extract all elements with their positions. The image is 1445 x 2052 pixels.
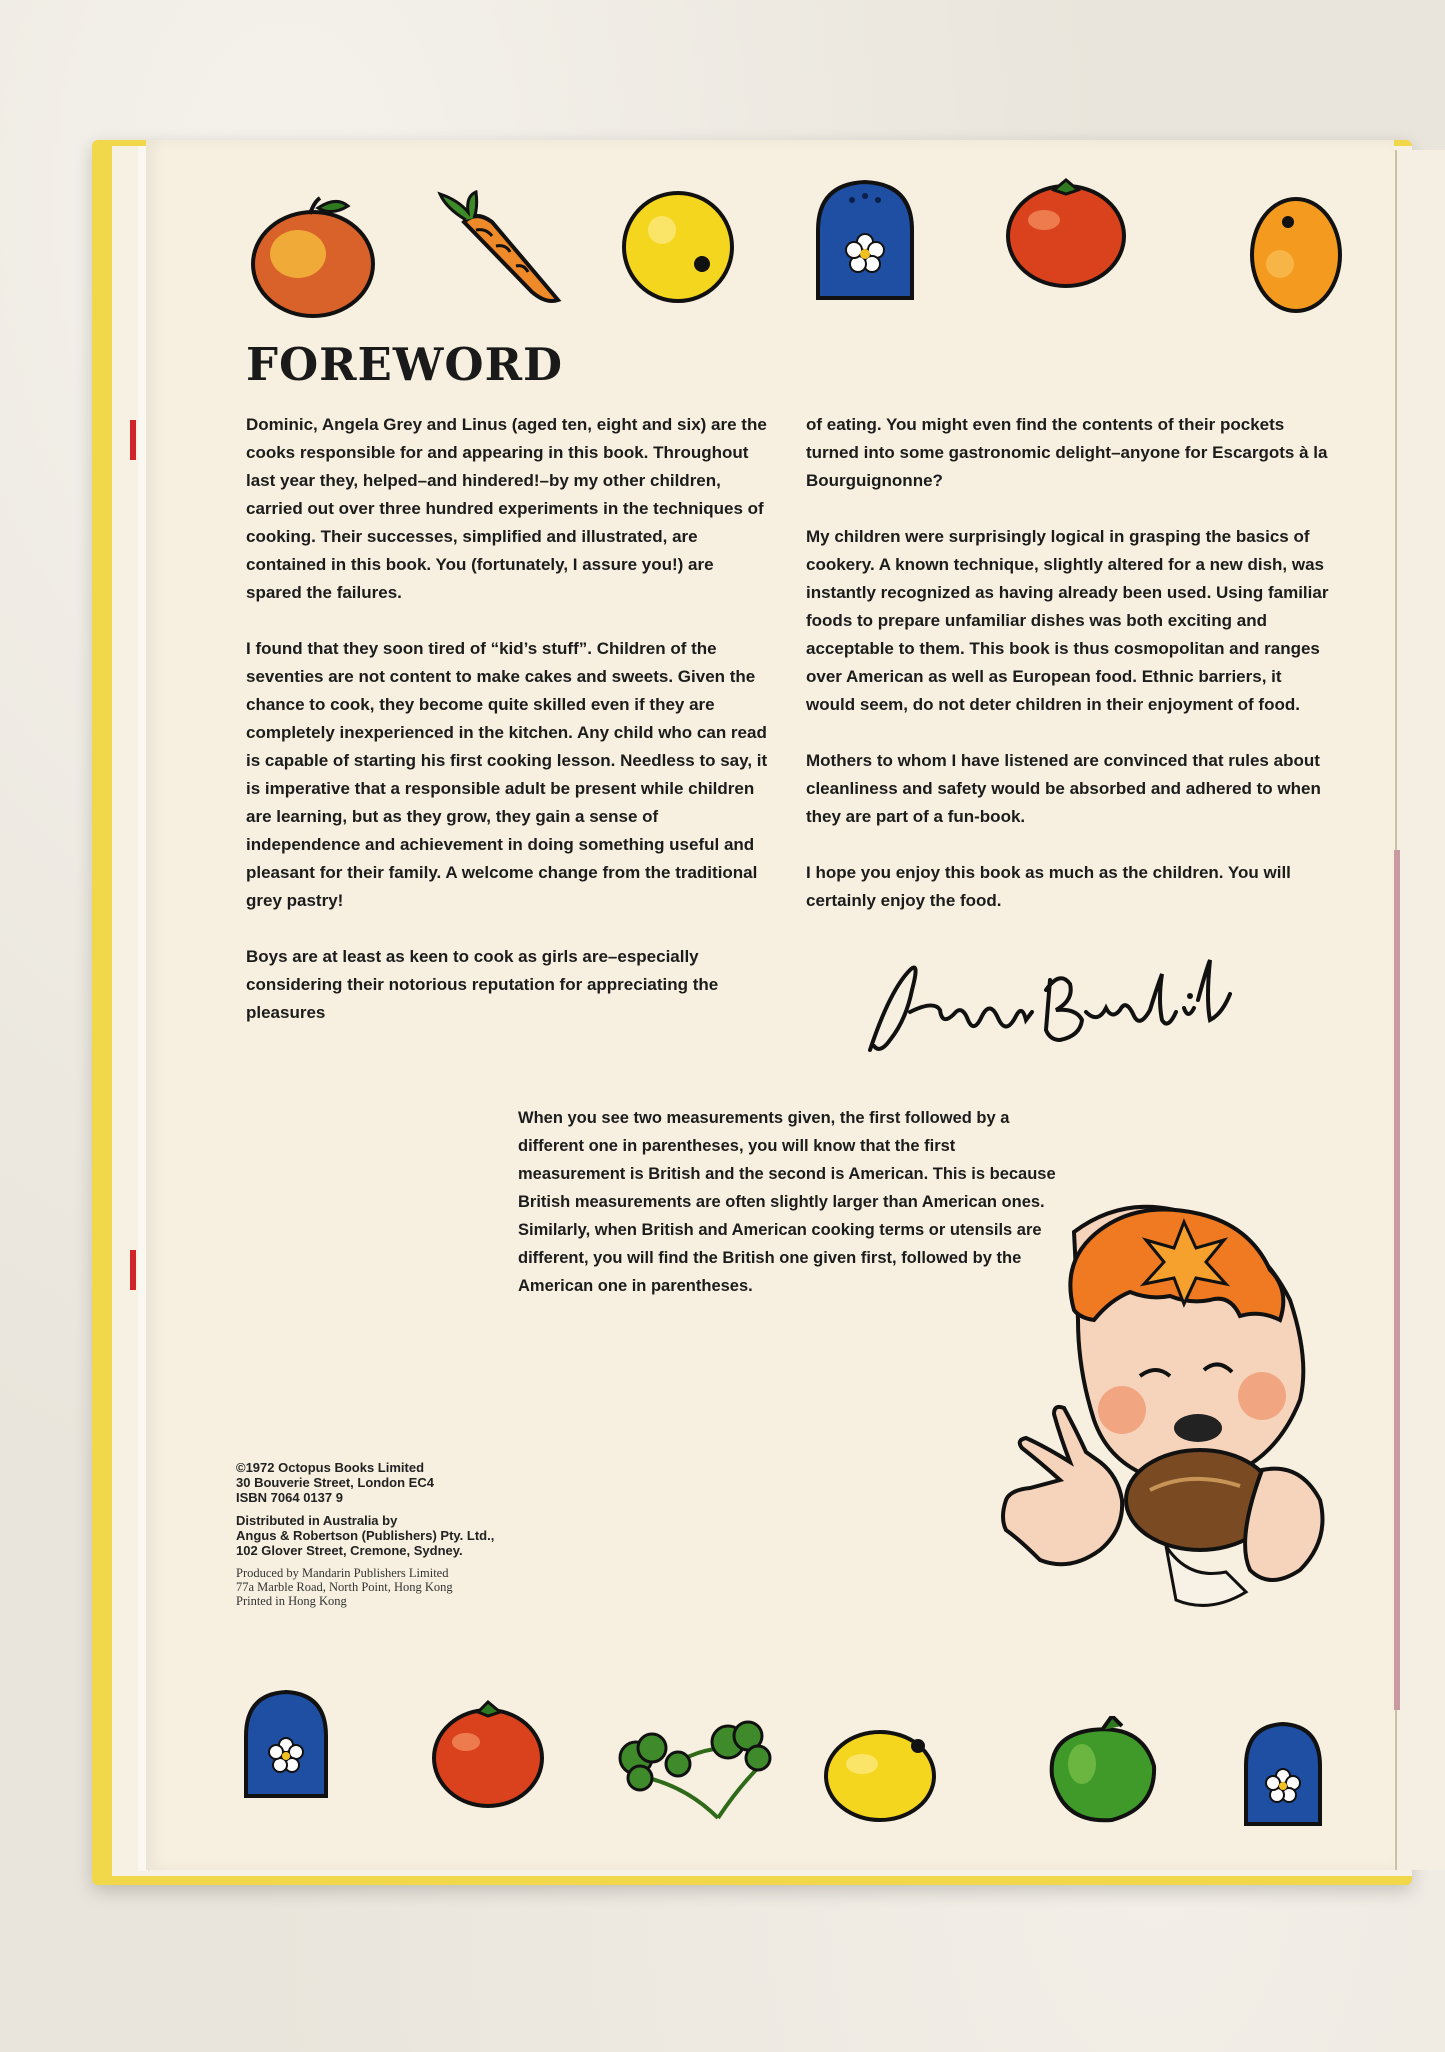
imprint-line: 102 Glover Street, Cremone, Sydney. bbox=[236, 1543, 463, 1558]
paragraph: Boys are at least as keen to cook as girls are–especially considering their notorious reputation for appreciating the pleasures bbox=[246, 947, 719, 1022]
foreword-right-column bbox=[806, 411, 1334, 915]
opposite-page-edge bbox=[1395, 150, 1445, 1870]
salt-shaker-icon bbox=[812, 178, 918, 302]
imprint-line: ©1972 Octopus Books Limited bbox=[236, 1460, 425, 1475]
paragraph: I found that they soon tired of “kid’s stuff”. Children of the seventies are not content to make cakes and sweets. Given the chance to cook, they become quite skilled even if they are completely inexperienced in the kitchen. Any child who can read is capable of starting his first cooking lesson. Needless to say, it is imperative that a responsible adult be present while children are learning, but as they grow, they gain a sense of independence and achievement in doing something useful and pleasant for their family. A welcome change from the traditional grey pastry! bbox=[246, 639, 768, 910]
paragraph: I hope you enjoy this book as much as the children. You will certainly enjoy the food. bbox=[806, 863, 1291, 910]
printer-info bbox=[236, 1566, 536, 1608]
distributor-info bbox=[236, 1513, 536, 1558]
imprint-line: 77a Marble Road, North Point, Hong Kong bbox=[236, 1580, 453, 1594]
tomato-icon bbox=[1004, 176, 1128, 290]
cover-red-mark bbox=[130, 420, 136, 460]
foreword-left-column bbox=[246, 411, 774, 1027]
parsley-icon bbox=[608, 1718, 774, 1830]
measurement-note: When you see two measurements given, the first followed by a different one in parentheses, you will know that the first measurement is British and the second is American. This is because British measurements are often slightly larger than American ones. Similarly, when British and American cooking terms or utensils are different, you will find the British one given first, followed by the American one in parentheses. bbox=[518, 1109, 1056, 1295]
carrot-icon bbox=[436, 190, 564, 308]
salt-shaker-icon bbox=[1240, 1722, 1326, 1828]
paragraph: of eating. You might even find the contents of their pockets turned into some gastronomic delight–anyone for Escargots à la Bourguignonne? bbox=[806, 415, 1328, 490]
imprint-line: Produced by Mandarin Publishers Limited bbox=[236, 1566, 449, 1580]
lemon-icon bbox=[618, 190, 738, 304]
author-signature bbox=[850, 950, 1330, 1070]
cover-red-mark bbox=[130, 1250, 136, 1290]
paragraph: Dominic, Angela Grey and Linus (aged ten, eight and six) are the cooks responsible for and appearing in this book. Throughout last year they, helped–and hindered!–by my other children, carried out over three hundred experiments in the techniques of cooking. Their successes, simplified and illustrated, are contained in this book. You (fortunately, I assure you!) are spared the failures. bbox=[246, 415, 767, 602]
paragraph: Mothers to whom I have listened are convinced that rules about cleanliness and safety would be absorbed and adhered to when they are part of a fun-book. bbox=[806, 751, 1321, 826]
imprint-line: Angus & Robertson (Publishers) Pty. Ltd., bbox=[236, 1528, 495, 1543]
tomato-icon bbox=[430, 1700, 546, 1810]
apple-icon bbox=[248, 196, 378, 320]
green-pepper-icon bbox=[1042, 1716, 1160, 1826]
publisher-info bbox=[236, 1460, 536, 1505]
page-title: FOREWORD bbox=[246, 338, 564, 391]
lemon-icon bbox=[822, 1724, 938, 1824]
boy-eating-illustration bbox=[1000, 1200, 1360, 1620]
imprint-line: ISBN 7064 0137 9 bbox=[236, 1490, 343, 1505]
salt-shaker-icon bbox=[240, 1690, 332, 1800]
imprint-line: Distributed in Australia by bbox=[236, 1513, 398, 1528]
imprint-line: 30 Bouverie Street, London EC4 bbox=[236, 1475, 434, 1490]
copyright-imprint bbox=[236, 1460, 536, 1616]
paragraph: My children were surprisingly logical in grasping the basics of cookery. A known technique, slightly altered for a new dish, was instantly recognized as having already been used. Using familiar foods to prepare unfamiliar dishes was both exciting and acceptable to them. This book is thus cosmopolitan and ranges over American as well as European food. Ethnic barriers, it would seem, do not deter children in their enjoyment of food. bbox=[806, 527, 1329, 714]
imprint-line: Printed in Hong Kong bbox=[236, 1594, 347, 1608]
orange-icon bbox=[1248, 194, 1344, 316]
